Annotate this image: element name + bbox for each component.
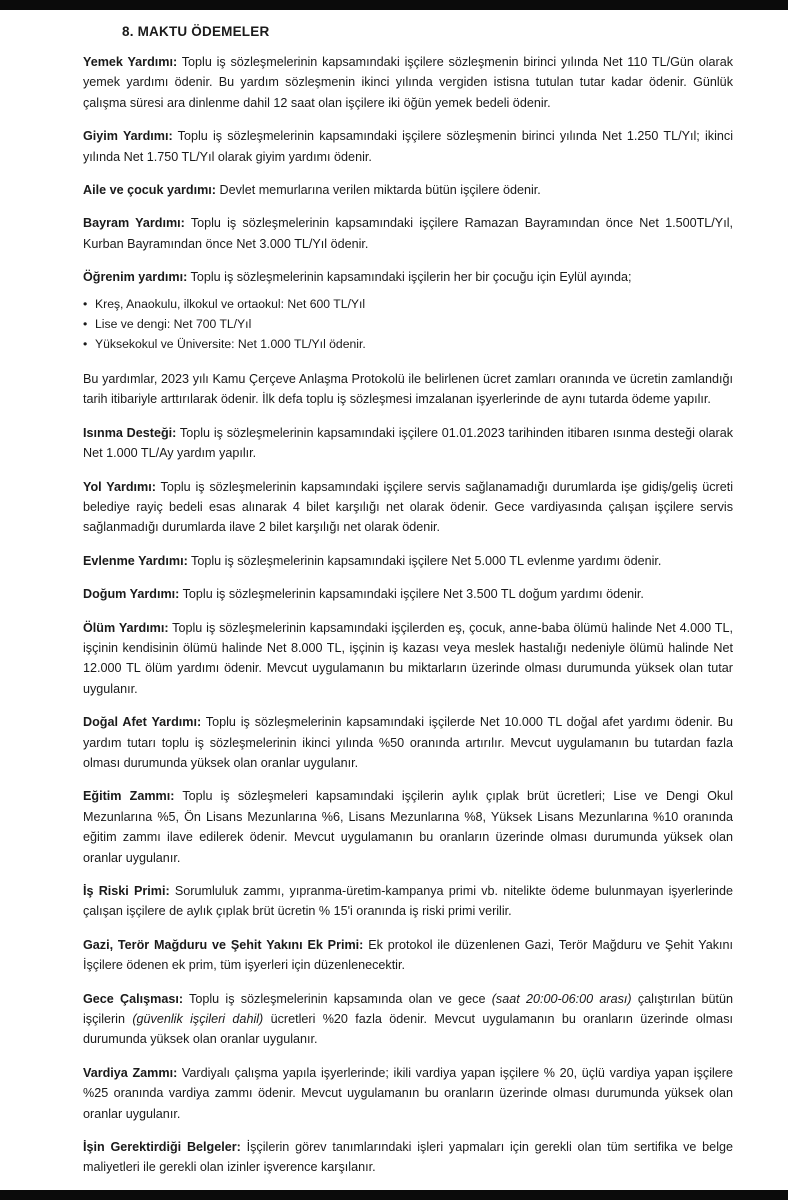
list-item: • Kreş, Anaokulu, ilkokul ve ortaokul: Net 600 TL/Yıl — [83, 294, 733, 314]
paragraph-dogal-afet: Doğal Afet Yardımı: Toplu iş sözleşmelerinin kapsamındaki işçilerde Net 10.000 TL doğal afet yardımı ödenir. Bu yardım tutarı toplu iş sözleşmelerinin ikinci yılında %50 oranında artırılır. Mevcut uygulamanın bu tutardan fazla olması durumunda yüksek olan oranlar uygulanır. — [83, 715, 733, 770]
paragraph-olum: Ölüm Yardımı: Toplu iş sözleşmelerinin kapsamındaki işçilerden eş, çocuk, anne-baba ölümü halinde Net 4.000 TL, işçinin kendisinin ölümü halinde Net 8.000 TL, işçinin iş kazası veya meslek hastalığı nedeniyle ölümü halinde Net 12.000 TL ölüm yardımı ödenir. Mevcut uygulamanın bu miktarların üzerinde olması durumunda yüksek olan tutar uygulanır. — [83, 620, 733, 696]
paragraph-yemek: Yemek Yardımı: Toplu iş sözleşmelerinin kapsamındaki işçilere sözleşmenin birinci yılında Net 110 TL/Gün olarak yemek yardımı ödenir. Bu yardım sözleşmenin ikinci yılında vergiden istisna tutulan tutar kadar ödenir. Günlük çalışma süresi ara dinlenme dahil 12 saat olan işçilere iki öğün yemek bedeli ödenir. — [83, 55, 733, 110]
paragraph-note: Bu yardımlar, 2023 yılı Kamu Çerçeve Anlaşma Protokolü ile belirlenen ücret zamları oranında ve ücretin zamlandığı tarih itibariyle arttırılarak ödenir. İlk defa toplu iş sözleşmesi imzalanan işyerlerinde de aynı tutarda ödeme yapılır. — [83, 371, 733, 407]
bottom-bar — [0, 1190, 788, 1200]
list-item: • Lise ve dengi: Net 700 TL/Yıl — [83, 314, 733, 334]
paragraph-belgeler: İşin Gerektirdiği Belgeler: İşçilerin görev tanımlarındaki işleri yapmaları için gerekli olan tüm sertifika ve belge maliyetleri ile gerekli olan izinler işverence karşılanır. — [83, 1140, 733, 1175]
education-list — [83, 294, 733, 355]
top-bar — [0, 0, 788, 10]
paragraph-yol: Yol Yardımı: Toplu iş sözleşmelerinin kapsamındaki işçilere servis sağlanamadığı durumlarda işe gidiş/geliş ücreti belediye rayiç bedeli esas alınarak 4 bilet karşılığı net olarak ödenir. Gece vardiyasında çalışan işçilere servis sağlanmadığı durumlarda ilave 2 bilet karşılığı net olarak ödenir. — [83, 479, 734, 535]
document-body — [83, 52, 733, 1191]
paragraph-is-riski: İş Riski Primi: Sorumluluk zammı, yıpranma-üretim-kampanya primi vb. nitelikte ödeme bulunmayan işyerlerinde çalışan işçilere de aylık çıplak brüt ücretin % 15'i oranında iş riski primi verilir. — [83, 884, 733, 919]
paragraph-ogrenim: Öğrenim yardımı: Toplu iş sözleşmelerinin kapsamındaki işçilerin her bir çocuğu için Eylül ayında; — [83, 270, 632, 285]
paragraph-evlenme: Evlenme Yardımı: Toplu iş sözleşmelerinin kapsamındaki işçilere Net 5.000 TL evlenme yardımı ödenir. — [83, 553, 662, 568]
section-title: 8. MAKTU ÖDEMELER — [122, 24, 270, 39]
paragraph-dogum: Doğum Yardımı: Toplu iş sözleşmelerinin kapsamındaki işçilere Net 3.500 TL doğum yardımı ödenir. — [83, 587, 644, 602]
paragraph-aile: Aile ve çocuk yardımı: Devlet memurlarına verilen miktarda bütün işçilere ödenir. — [83, 183, 541, 198]
paragraph-vardiya: Vardiya Zammı: Vardiyalı çalışma yapıla işyerlerinde; ikili vardiya yapan işçilere % 20, üçlü vardiya yapan işçilere %25 oranında vardiya zammı ödenir. Mevcut uygulamanın bu oranların üzerinde olması durumunda yüksek olan oranlar uygulanır. — [83, 1065, 733, 1121]
paragraph-isinma: Isınma Desteği: Toplu iş sözleşmelerinin kapsamındaki işçilere 01.01.2023 tarihinden itibaren ısınma desteği olarak Net 1.000 TL/Ay yardım yapılır. — [83, 425, 733, 461]
paragraph-bayram: Bayram Yardımı: Toplu iş sözleşmelerinin kapsamındaki işçilere Ramazan Bayramından önce Net 1.500TL/Yıl, Kurban Bayramından önce Net 3.000 TL/Yıl ödenir. — [83, 216, 733, 251]
paragraph-egitim: Eğitim Zammı: Toplu iş sözleşmeleri kapsamındaki işçilerin aylık çıplak brüt ücretleri; Lise ve Dengi Okul Mezunlarına %5, Ön Lisans Mezunlarına %6, Lisans Mezunlarına %8, Yüksek Lisans Mezunlarına %10 oranında eğitim zammı ilave edilerek ödenir. Mevcut uygulamanın bu oranların üzerinde olması durumunda yüksek olan oranlar uygulanır. — [83, 789, 733, 865]
document-page — [0, 10, 788, 1190]
paragraph-gece: Gece Çalışması: Toplu iş sözleşmelerinin kapsamında olan ve gece (saat 20:00-06:00 arası) çalıştırılan bütün işçilerin (güvenlik işçileri dahil) ücretleri %20 fazla ödenir. Mevcut uygulamanın bu oranların üzerinde olması durumunda yüksek olan oranlar uygulanır. — [83, 991, 733, 1047]
paragraph-gazi: Gazi, Terör Mağduru ve Şehit Yakını Ek Primi: Ek protokol ile düzenlenen Gazi, Terör Mağduru ve Şehit Yakını İşçilere ödenen ek prim, tüm işyerleri için düzenlenecektir. — [83, 937, 733, 973]
paragraph-giyim: Giyim Yardımı: Toplu iş sözleşmelerinin kapsamındaki işçilere sözleşmenin birinci yılında Net 1.250 TL/Yıl; ikinci yılında Net 1.750 TL/Yıl olarak giyim yardımı ödenir. — [83, 129, 733, 164]
list-item: • Yüksekokul ve Üniversite: Net 1.000 TL/Yıl ödenir. — [83, 334, 733, 354]
